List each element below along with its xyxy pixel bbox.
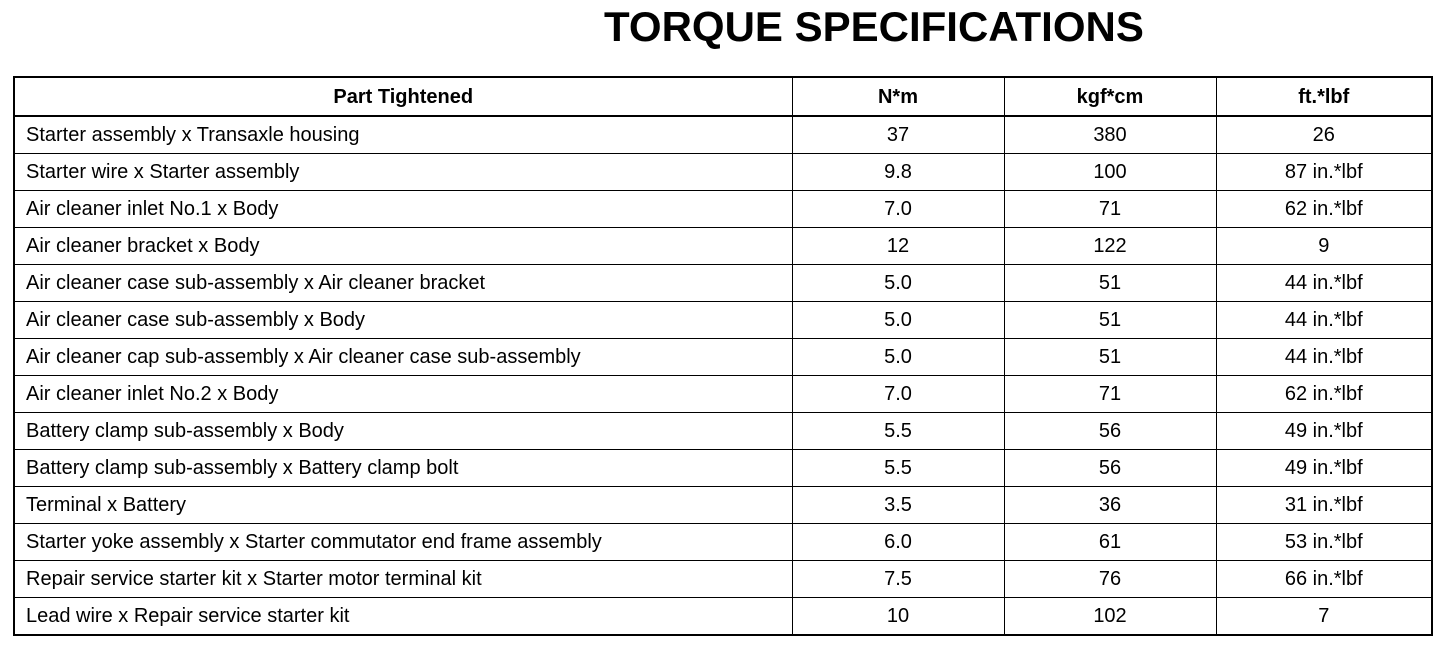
cell-ft-lbf: 7: [1216, 598, 1432, 636]
cell-nm: 7.0: [792, 191, 1004, 228]
table-header-row: [14, 77, 1432, 116]
table-row: [14, 413, 1432, 450]
header-part-tightened: Part Tightened: [14, 77, 792, 116]
table-row: [14, 116, 1432, 154]
cell-nm: 9.8: [792, 154, 1004, 191]
table-row: [14, 302, 1432, 339]
cell-nm: 5.5: [792, 413, 1004, 450]
cell-nm: 3.5: [792, 487, 1004, 524]
cell-ft-lbf: 62 in.*lbf: [1216, 191, 1432, 228]
cell-part: Lead wire x Repair service starter kit: [14, 598, 792, 636]
cell-ft-lbf: 53 in.*lbf: [1216, 524, 1432, 561]
cell-part: Battery clamp sub-assembly x Body: [14, 413, 792, 450]
cell-part: Starter wire x Starter assembly: [14, 154, 792, 191]
table-row: [14, 487, 1432, 524]
cell-part: Starter yoke assembly x Starter commutator end frame assembly: [14, 524, 792, 561]
cell-kgf-cm: 380: [1004, 116, 1216, 154]
header-nm: N*m: [792, 77, 1004, 116]
cell-ft-lbf: 49 in.*lbf: [1216, 413, 1432, 450]
table-row: [14, 561, 1432, 598]
cell-part: Air cleaner bracket x Body: [14, 228, 792, 265]
table-row: [14, 376, 1432, 413]
table-row: [14, 598, 1432, 636]
cell-nm: 5.0: [792, 265, 1004, 302]
cell-nm: 10: [792, 598, 1004, 636]
cell-nm: 5.0: [792, 339, 1004, 376]
cell-part: Repair service starter kit x Starter motor terminal kit: [14, 561, 792, 598]
cell-kgf-cm: 56: [1004, 450, 1216, 487]
cell-part: Air cleaner cap sub-assembly x Air cleaner case sub-assembly: [14, 339, 792, 376]
cell-ft-lbf: 44 in.*lbf: [1216, 302, 1432, 339]
cell-ft-lbf: 31 in.*lbf: [1216, 487, 1432, 524]
cell-kgf-cm: 122: [1004, 228, 1216, 265]
cell-nm: 5.5: [792, 450, 1004, 487]
cell-nm: 12: [792, 228, 1004, 265]
cell-kgf-cm: 51: [1004, 265, 1216, 302]
cell-kgf-cm: 51: [1004, 302, 1216, 339]
cell-ft-lbf: 44 in.*lbf: [1216, 339, 1432, 376]
cell-kgf-cm: 100: [1004, 154, 1216, 191]
table-row: [14, 339, 1432, 376]
header-ft-lbf: ft.*lbf: [1216, 77, 1432, 116]
cell-nm: 6.0: [792, 524, 1004, 561]
cell-kgf-cm: 76: [1004, 561, 1216, 598]
cell-part: Starter assembly x Transaxle housing: [14, 116, 792, 154]
cell-part: Air cleaner inlet No.2 x Body: [14, 376, 792, 413]
cell-part: Air cleaner case sub-assembly x Body: [14, 302, 792, 339]
table-row: [14, 191, 1432, 228]
cell-kgf-cm: 71: [1004, 191, 1216, 228]
cell-part: Terminal x Battery: [14, 487, 792, 524]
cell-ft-lbf: 26: [1216, 116, 1432, 154]
cell-kgf-cm: 71: [1004, 376, 1216, 413]
table-row: [14, 154, 1432, 191]
cell-part: Air cleaner inlet No.1 x Body: [14, 191, 792, 228]
cell-nm: 7.5: [792, 561, 1004, 598]
table-row: [14, 450, 1432, 487]
cell-part: Battery clamp sub-assembly x Battery clamp bolt: [14, 450, 792, 487]
cell-ft-lbf: 49 in.*lbf: [1216, 450, 1432, 487]
cell-ft-lbf: 62 in.*lbf: [1216, 376, 1432, 413]
table-row: [14, 265, 1432, 302]
cell-nm: 7.0: [792, 376, 1004, 413]
torque-spec-table: [13, 76, 1433, 636]
cell-ft-lbf: 66 in.*lbf: [1216, 561, 1432, 598]
table-row: [14, 524, 1432, 561]
cell-nm: 37: [792, 116, 1004, 154]
page-title: TORQUE SPECIFICATIONS: [604, 3, 1144, 50]
cell-ft-lbf: 9: [1216, 228, 1432, 265]
cell-kgf-cm: 56: [1004, 413, 1216, 450]
cell-ft-lbf: 87 in.*lbf: [1216, 154, 1432, 191]
cell-part: Air cleaner case sub-assembly x Air cleaner bracket: [14, 265, 792, 302]
cell-nm: 5.0: [792, 302, 1004, 339]
cell-ft-lbf: 44 in.*lbf: [1216, 265, 1432, 302]
cell-kgf-cm: 61: [1004, 524, 1216, 561]
cell-kgf-cm: 51: [1004, 339, 1216, 376]
table-row: [14, 228, 1432, 265]
header-kgf-cm: kgf*cm: [1004, 77, 1216, 116]
cell-kgf-cm: 102: [1004, 598, 1216, 636]
cell-kgf-cm: 36: [1004, 487, 1216, 524]
